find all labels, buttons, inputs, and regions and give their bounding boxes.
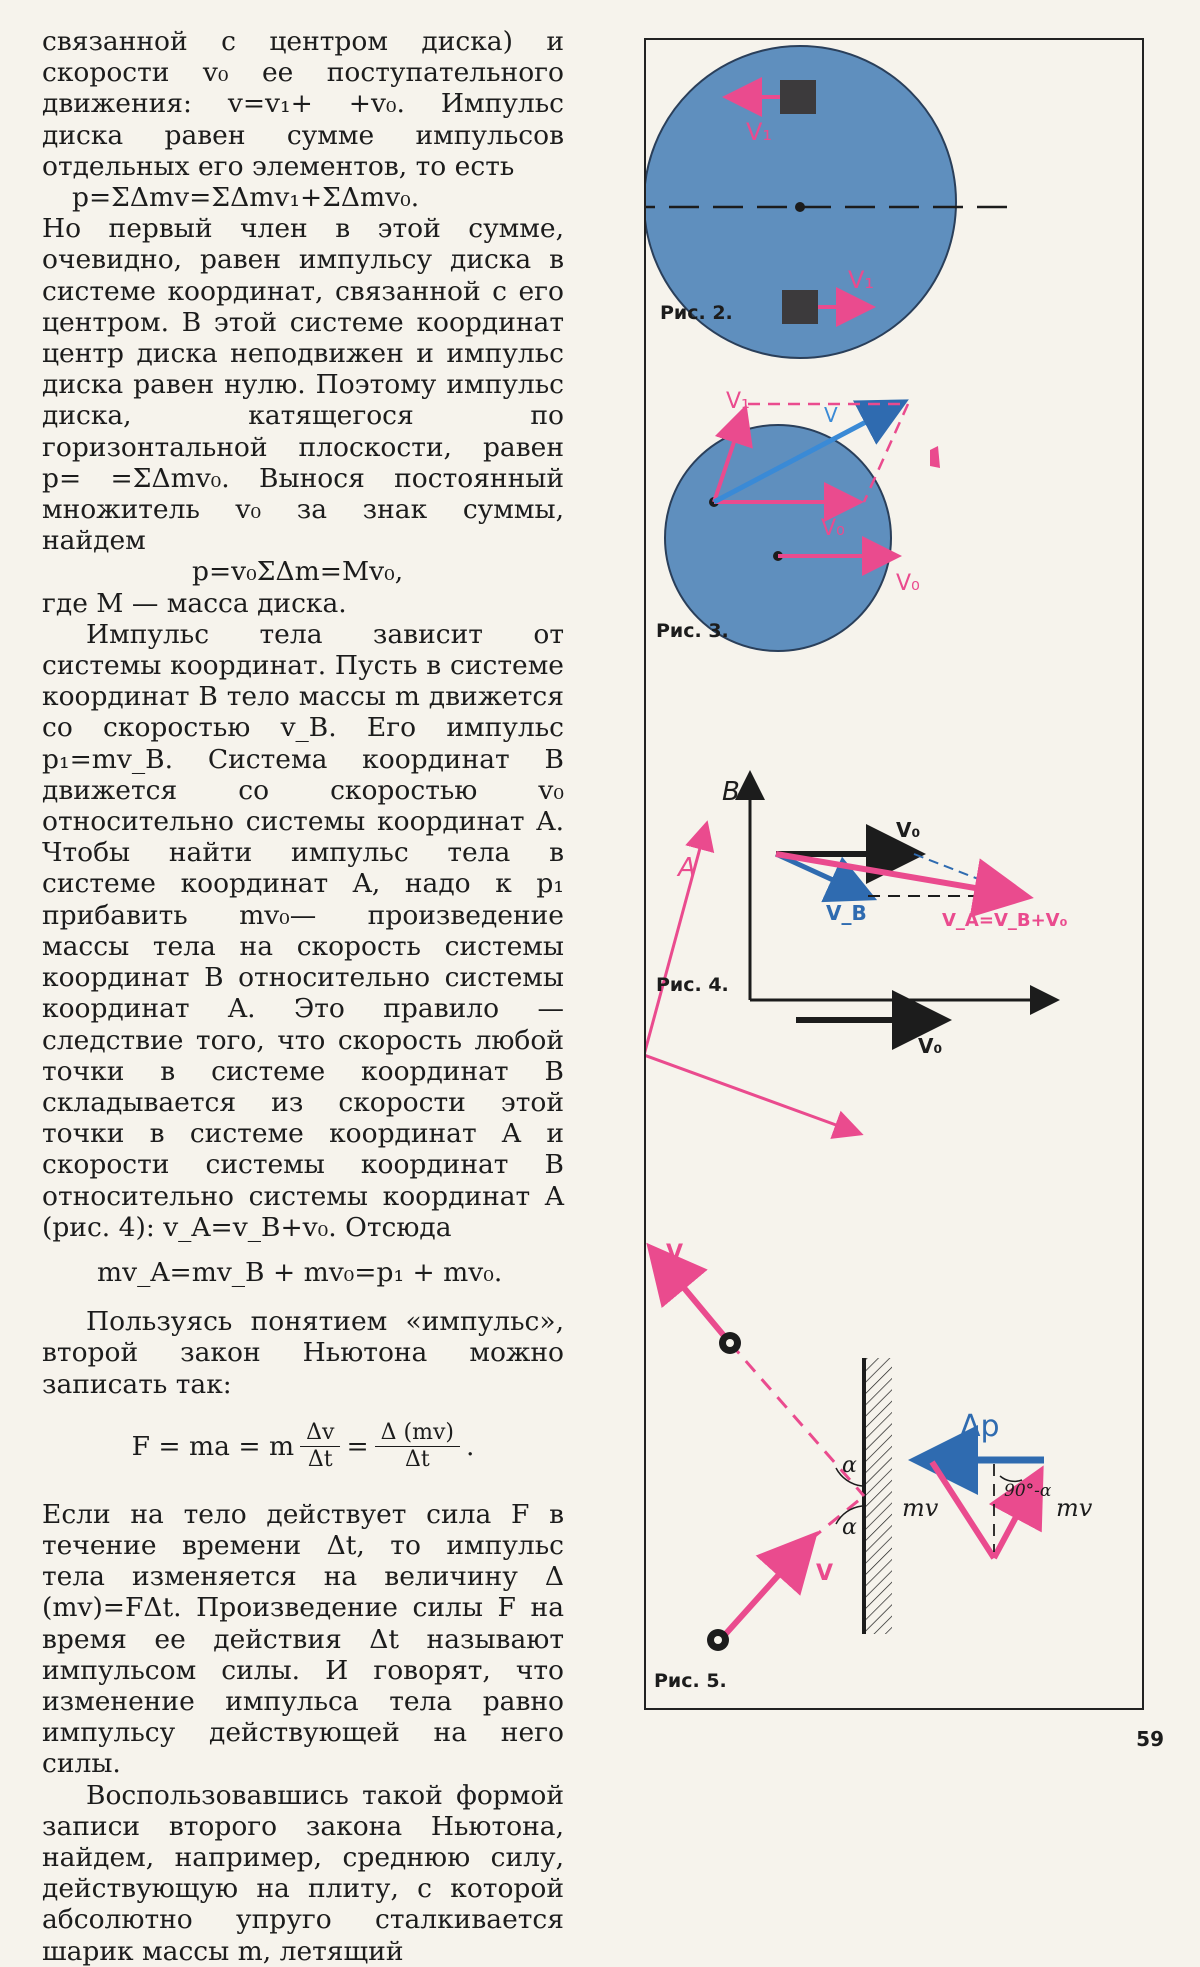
paragraph-2: Но первый член в этой сумме, очевидно, равен импульсу диска в системе координат, связанной с его центром. В этой системе координат центр диска неподвижен и импульс диска равен нулю. Поэтому импульс диска, катящегося по горизонтальной плоскости, равен p= =ΣΔmv₀. Вынося постоянный множитель v₀ за знак суммы, найдем xyxy=(42,213,564,557)
label-va-sum: V_A=V_B+V₀ xyxy=(942,910,1068,931)
fraction-numerator: Δ (mv) xyxy=(375,1420,460,1447)
page-number: 59 xyxy=(1136,1727,1164,1751)
label-frame-A: A xyxy=(678,853,696,883)
velocity-va xyxy=(776,854,1022,896)
figure-5-elastic-collision xyxy=(654,1241,1093,1651)
caption-fig-3: Рис. 3. xyxy=(656,620,729,642)
fraction-dmv-dt xyxy=(375,1420,460,1473)
label-v1-bottom: V₁ xyxy=(848,266,875,294)
paragraph-5: Пользуясь понятием «импульс», второй закон Ньютона можно записать так: xyxy=(42,1306,564,1400)
fraction-numerator: Δv xyxy=(300,1420,340,1447)
ball-before-highlight xyxy=(714,1636,722,1644)
fraction-dv-dt xyxy=(300,1420,340,1473)
paragraph-6: Если на тело действует сила F в течение времени Δt, то импульс тела изменяется на величину Δ (mv)=FΔt. Произведение силы F на время ее действия Δt называют импульсом силы. И говорят, что изменение импульса тела равно импульсу действующей на него силы. xyxy=(42,1498,564,1780)
label-delta-p: Δp xyxy=(960,1409,1000,1444)
frame-A-y-axis xyxy=(646,826,706,1055)
ball-after-highlight xyxy=(726,1339,734,1347)
formula-newton-second-law xyxy=(42,1420,564,1473)
formula-momentum-frames: mv_A=mv_B + mv₀=p₁ + mv₀. xyxy=(97,1256,503,1288)
label-v0-outer: V₀ xyxy=(896,571,920,596)
label-v0-top: V₀ xyxy=(896,818,921,842)
paragraph-4: Импульс тела зависит от системы координат. Пусть в системе координат B тело массы m движется со скоростью v_B. Его импульс p₁=mv_B. Система координат B движется со скоростью v₀ относительно системы координат A. Чтобы найти импульс тела в системе координат A, надо к p₁ прибавить mv₀— произведение массы тела на скорость системы координат B относительно системы координат A. Это правило — следствие того, что скорость любой точки в системе координат B складывается из скорости этой точки в системе координат A и скорости системы координат B относительно системы координат A (рис. 4): v_A=v_B+v₀. Отсюда xyxy=(42,618,564,1243)
figure-canvas xyxy=(646,40,1146,1712)
figure-3-velocity-addition xyxy=(665,389,940,651)
formula-equals: = xyxy=(346,1430,369,1462)
element-block-top xyxy=(780,80,816,114)
formula-momentum-sum: p=ΣΔmv=ΣΔmv₁+ΣΔmv₀. xyxy=(72,182,420,214)
label-v1: V₁ xyxy=(726,389,750,414)
paragraph-3: где M — масса диска. xyxy=(42,587,347,619)
label-v1-top: V₁ xyxy=(746,118,773,146)
disk-circle xyxy=(665,425,891,651)
label-mv-right: mv xyxy=(1056,1494,1093,1522)
element-block-bottom xyxy=(782,290,818,324)
label-vb: V_B xyxy=(826,901,867,925)
label-v0-inner: V₀ xyxy=(821,516,845,541)
caption-fig-2: Рис. 2. xyxy=(660,302,733,324)
velocity-v-incident xyxy=(722,1540,810,1638)
fraction-denominator: Δt xyxy=(404,1446,430,1472)
main-text-column xyxy=(42,26,564,1967)
label-angle-90-alpha: 90°-α xyxy=(1004,1481,1052,1501)
caption-fig-4: Рис. 4. xyxy=(656,974,729,996)
disk-center-point xyxy=(795,202,805,212)
label-alpha-bottom: α xyxy=(842,1515,857,1540)
paragraph-1: связанной с центром диска) и скорости v₀ ее поступательного движения: v=v₁+ +v₀. Импульс диска равен сумме импульсов отдельных его элементов, то есть xyxy=(42,26,564,182)
label-v-bottom: V xyxy=(816,1561,834,1586)
caption-fig-5: Рис. 5. xyxy=(654,1670,727,1692)
figure-panel xyxy=(644,38,1144,1710)
label-v: V xyxy=(824,403,838,427)
label-mv-left: mv xyxy=(902,1494,939,1522)
formula-left-part: F = ma = m xyxy=(131,1430,295,1462)
label-v-top: V xyxy=(666,1241,684,1266)
pink-mark xyxy=(930,446,940,468)
label-alpha-top: α xyxy=(842,1453,857,1478)
label-v0-bottom: V₀ xyxy=(918,1034,943,1058)
formula-momentum-disk: p=v₀ΣΔm=Mv₀, xyxy=(192,556,404,588)
frame-A-x-axis xyxy=(646,1055,858,1133)
paragraph-7: Воспользовавшись такой формой записи второго закона Ньютона, найдем, например, среднюю силу, действующую на плиту, с которой абсолютно упруго сталкивается шарик массы m, летящий xyxy=(42,1779,564,1967)
wall-hatching xyxy=(864,1358,892,1634)
fraction-denominator: Δt xyxy=(307,1446,333,1472)
momentum-mv-left xyxy=(932,1462,994,1558)
label-frame-B: B xyxy=(722,777,740,807)
formula-period: . xyxy=(466,1430,475,1462)
figure-4-reference-frames xyxy=(646,776,1068,1133)
